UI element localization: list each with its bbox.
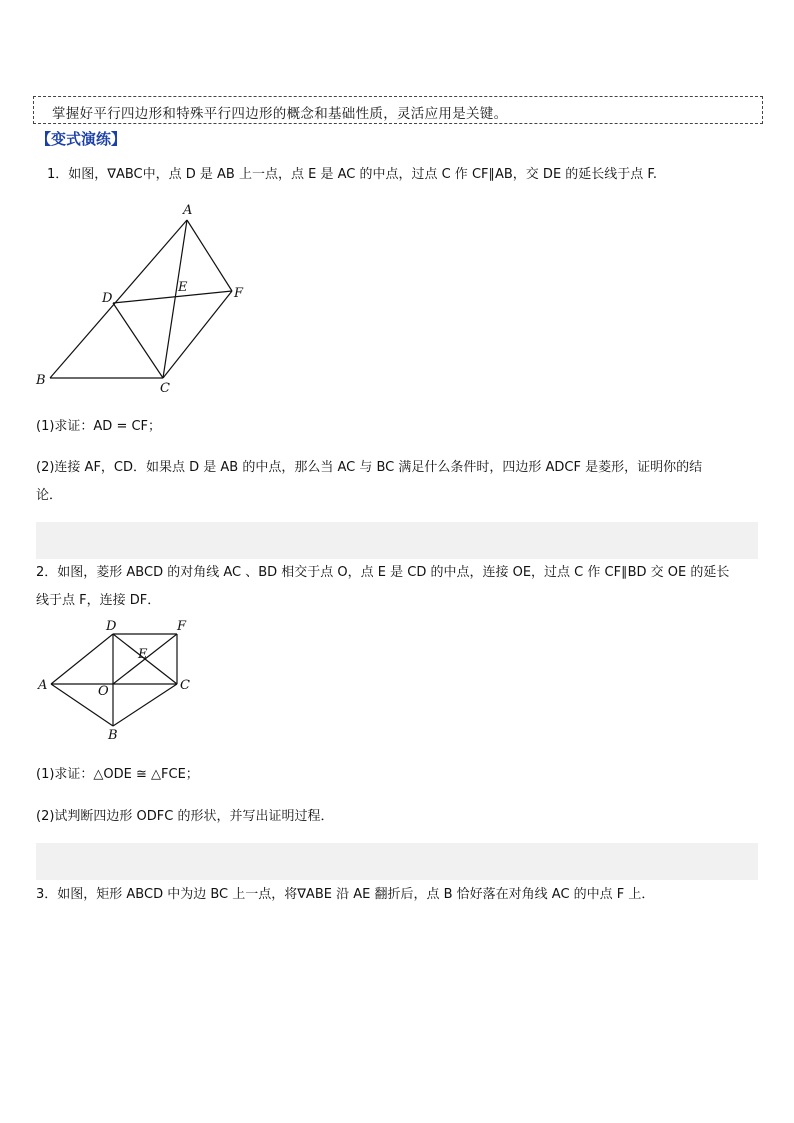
section-title: 【变式演练】 [36, 130, 127, 148]
fig1-label-C: C [160, 381, 170, 396]
fig1-line-DF [113, 291, 232, 303]
fig2-label-C: C [180, 678, 190, 693]
fig1-label-B: B [36, 373, 46, 388]
problem-3-stem: 3．如图，矩形 ABCD 中为边 BC 上一点，将∇ABE 沿 AE 翻折后，点 B 恰好落在对角线 AC 的中点 F 上． [36, 887, 655, 902]
figure-1 [30, 200, 260, 400]
problem-1-q1: (1)求证：AD = CF； [36, 419, 162, 434]
answer-area-2[interactable] [36, 843, 758, 880]
fig2-line-AD [51, 634, 113, 684]
fig2-label-E: E [138, 647, 148, 662]
tip-text: 掌握好平行四边形和特殊平行四边形的概念和基础性质，灵活应用是关键。 [52, 106, 508, 122]
figure-2 [30, 620, 205, 745]
problem-1-q2-line1: (2)连接 AF，CD．如果点 D 是 AB 的中点，那么当 AC 与 BC 满足什么条件时，四边形 ADCF 是菱形，证明你的结 [36, 460, 703, 475]
fig1-line-DC [113, 303, 163, 378]
problem-1-stem: 1．如图，∇ABC中，点 D 是 AB 上一点，点 E 是 AC 的中点，过点 C 作 CF∥AB，交 DE 的延长线于点 F. [47, 167, 657, 182]
fig1-line-CF [163, 291, 232, 378]
answer-area-1[interactable] [36, 522, 758, 559]
fig2-label-F: F [177, 620, 187, 634]
fig1-line-AF [187, 220, 232, 291]
fig2-label-A: A [38, 678, 48, 693]
fig2-label-B: B [108, 728, 118, 743]
fig2-label-O: O [98, 684, 109, 699]
problem-2-stem-line2: 线于点 F，连接 DF． [36, 593, 161, 608]
problem-2-q2: (2)试判断四边形 ODFC 的形状，并写出证明过程． [36, 809, 334, 824]
tip-box [33, 96, 763, 124]
problem-2-q1: (1)求证：△ODE ≅ △FCE； [36, 767, 199, 782]
fig1-label-D: D [102, 291, 113, 306]
fig1-label-A: A [183, 203, 193, 218]
fig1-label-E: E [178, 280, 188, 295]
problem-2-stem-line1: 2．如图，菱形 ABCD 的对角线 AC 、BD 相交于点 O，点 E 是 CD 的中点，连接 OE，过点 C 作 CF∥BD 交 OE 的延长 [36, 565, 730, 580]
fig2-label-D: D [106, 620, 117, 634]
fig1-label-F: F [234, 286, 244, 301]
fig2-line-CB [113, 684, 177, 726]
problem-1-q2-line2: 论． [36, 488, 63, 503]
